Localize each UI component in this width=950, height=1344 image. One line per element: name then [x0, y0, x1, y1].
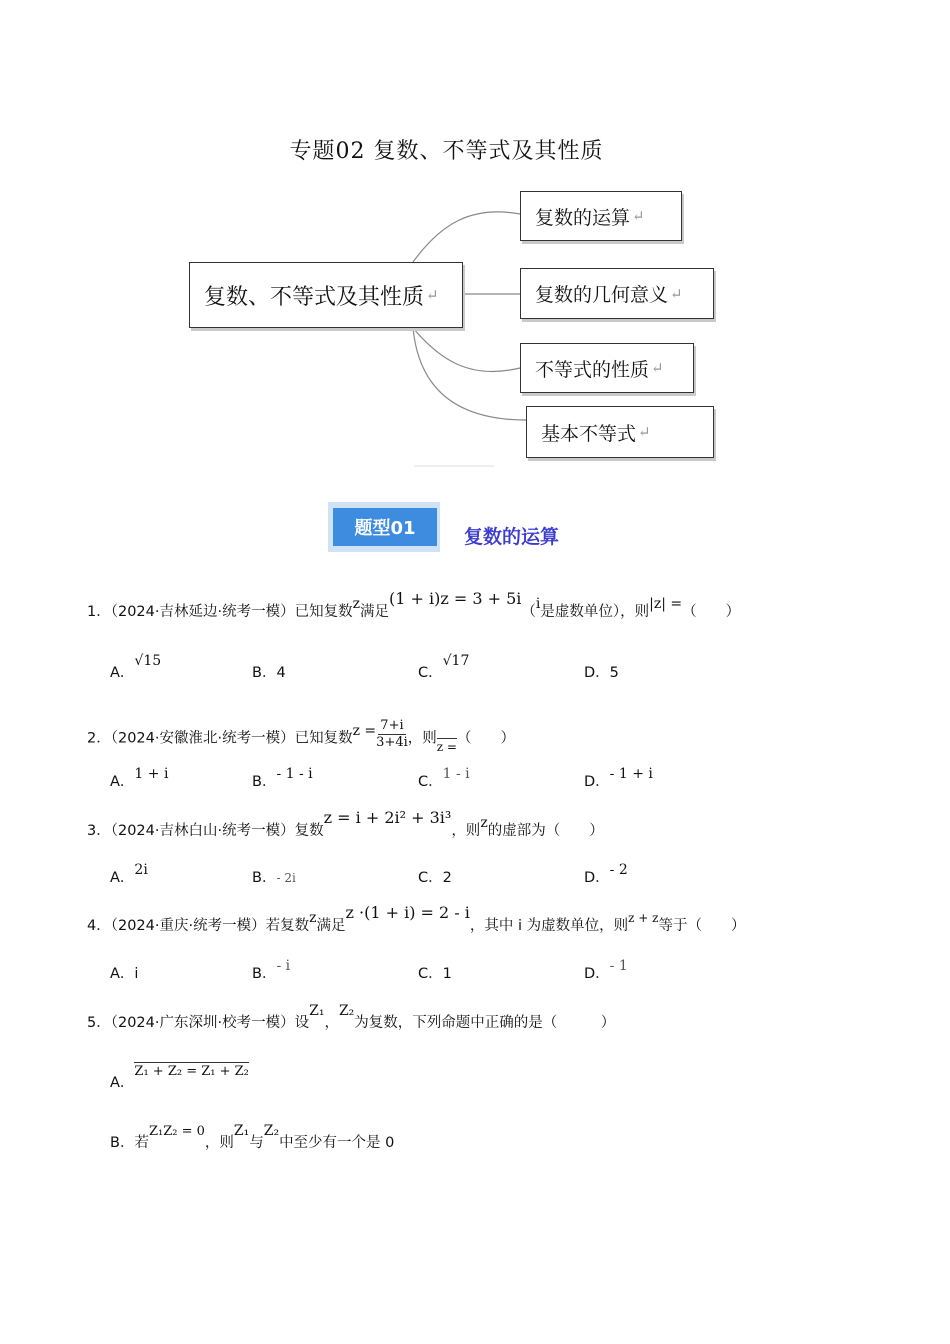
return-mark-icon: ↵ — [632, 207, 645, 225]
math-var: z — [352, 596, 360, 612]
question-number: 5． — [87, 1015, 111, 1031]
option-3a — [110, 862, 148, 887]
option-label: B． — [252, 665, 277, 681]
question-2 — [87, 718, 515, 755]
option-value: 1 — [442, 966, 452, 982]
math-formula: Z₁Z₂ = 0 — [148, 1124, 205, 1139]
question-4 — [87, 903, 746, 935]
math-var: i — [535, 596, 541, 612]
option-label: B． — [252, 966, 277, 982]
option-2d — [584, 766, 653, 791]
question-text: ，则 — [407, 730, 437, 747]
math-var: z = — [352, 722, 377, 739]
option-label: A． — [110, 665, 135, 681]
page-title: 专题02 复数、不等式及其性质 — [289, 139, 604, 164]
question-source: （2024·吉林延边·统考一模）已知复数 — [110, 604, 353, 620]
option-label: A． — [110, 870, 135, 886]
option-value: 4 — [276, 665, 286, 681]
question-text: ，其中 i 为虚数单位，则 — [469, 918, 629, 934]
question-source: （2024·广东深圳·校考一模）设 — [110, 1015, 310, 1031]
mindmap-node-inequality-properties — [520, 343, 694, 393]
option-value: √15 — [134, 653, 162, 669]
option-label: C． — [418, 665, 443, 681]
return-mark-icon: ↵ — [670, 284, 683, 303]
return-mark-icon: ↵ — [426, 286, 439, 304]
option-value: i — [134, 966, 139, 982]
option-label: D． — [584, 665, 610, 681]
question-number: 4． — [87, 918, 111, 934]
math-var: z — [480, 815, 488, 831]
option-label: C． — [418, 966, 443, 982]
math-conjugate: z = — [436, 739, 457, 754]
question-3 — [87, 808, 604, 840]
question-text: 中至少有一个是 0 — [279, 1135, 395, 1151]
math-var: z — [309, 910, 317, 926]
option-value: - 1 + i — [609, 766, 653, 782]
option-value: - 2i — [276, 871, 296, 885]
option-value: 5 — [609, 665, 619, 681]
mindmap-node-label: 复数的运算 — [535, 206, 631, 229]
option-2a — [110, 766, 169, 791]
question-source: （2024·重庆·统考一模）若复数 — [110, 918, 310, 934]
option-4d — [584, 958, 628, 983]
mindmap-connectors — [0, 0, 950, 480]
option-2b — [252, 766, 313, 791]
option-label: D． — [584, 870, 610, 886]
question-text: ， — [324, 1015, 339, 1031]
question-source: （2024·吉林白山·统考一模）复数 — [110, 823, 324, 839]
math-var: Z₁ — [309, 1003, 325, 1019]
question-text: ，则 — [204, 1135, 234, 1151]
option-1c — [418, 653, 470, 682]
mindmap-node-basic-inequality — [526, 406, 714, 458]
option-value: Z₁ + Z₂ = Z₁ + Z₂ — [134, 1064, 249, 1079]
option-label: C． — [418, 774, 443, 790]
math-formula: z ·(1 + i) = 2 - i — [345, 903, 470, 922]
question-5 — [87, 1003, 616, 1032]
question-number: 3． — [87, 823, 111, 839]
option-value: √17 — [442, 653, 470, 669]
question-source: （2024·安徽淮北·统考一模）已知复数 — [110, 730, 353, 747]
option-label: A． — [110, 966, 135, 982]
option-label: B．若 — [110, 1135, 149, 1151]
question-number: 1． — [87, 604, 111, 620]
question-number: 2． — [87, 730, 111, 747]
mindmap-root-label: 复数、不等式及其性质 — [204, 284, 425, 310]
return-mark-icon: ↵ — [651, 359, 664, 377]
math-var: Z₁ — [233, 1123, 250, 1139]
option-value: 1 + i — [134, 766, 169, 782]
section-title: 复数的运算 — [464, 526, 560, 548]
question-text: ，则 — [451, 823, 481, 839]
option-label: D． — [584, 966, 610, 982]
math-var: Z₂ — [263, 1123, 280, 1139]
option-label: A． — [110, 774, 135, 790]
option-5b — [110, 1123, 395, 1152]
option-4a — [110, 962, 138, 983]
math-abs: |z| = — [649, 596, 683, 612]
option-value: 2 — [442, 870, 452, 886]
question-text: 的虚部为（ ） — [487, 823, 604, 839]
connector-4 — [413, 328, 526, 420]
math-var: Z₂ — [338, 1003, 355, 1019]
option-4c — [418, 962, 452, 983]
mindmap-root — [189, 262, 463, 328]
option-value: - 1 — [609, 958, 628, 974]
question-1 — [87, 589, 741, 621]
question-text: 是虚数单位），则 — [540, 604, 650, 620]
option-5a — [110, 1064, 249, 1092]
option-1a — [110, 653, 162, 682]
question-text: 满足 — [360, 604, 389, 620]
option-4b — [252, 958, 291, 983]
option-value: 2i — [134, 862, 148, 878]
question-text: 为复数，下列命题中正确的是（ ） — [354, 1015, 616, 1031]
connector-1 — [413, 212, 520, 262]
question-text: 等于（ ） — [658, 918, 746, 934]
mindmap-node-geometric-meaning — [520, 268, 714, 319]
return-mark-icon: ↵ — [638, 423, 651, 441]
option-3d — [584, 862, 628, 887]
section-badge — [328, 502, 440, 552]
fraction-numerator: 7+i — [380, 718, 404, 733]
option-value: - 1 - i — [276, 766, 313, 782]
option-3b — [252, 866, 296, 887]
fraction-denominator: 3+4i — [376, 735, 408, 750]
question-text: 与 — [249, 1135, 264, 1151]
math-expr: z + z — [628, 911, 659, 925]
option-label: B． — [252, 870, 277, 886]
option-label: B． — [252, 774, 277, 790]
badge-label: 题型01 — [333, 508, 437, 546]
option-label: C． — [418, 870, 443, 886]
mindmap-node-label: 不等式的性质 — [535, 358, 650, 381]
math-fraction — [376, 718, 408, 751]
option-value: - i — [276, 958, 291, 974]
math-formula: z = i + 2i² + 3i³ — [323, 808, 452, 827]
mindmap-node-label: 基本不等式 — [541, 422, 637, 445]
option-label: D． — [584, 774, 610, 790]
mindmap-node-label: 复数的几何意义 — [535, 284, 669, 306]
connector-3 — [413, 328, 520, 372]
answer-paren: （ ） — [682, 604, 741, 620]
option-value: 1 - i — [442, 766, 470, 782]
answer-paren: （ ） — [456, 730, 515, 747]
question-text: 满足 — [316, 918, 346, 934]
option-value: - 2 — [609, 862, 628, 878]
option-1b — [252, 661, 286, 682]
option-label: A． — [110, 1075, 135, 1091]
math-formula: (1 + i)z = 3 + 5i — [389, 589, 522, 608]
option-3c — [418, 866, 452, 887]
question-text: （ — [521, 604, 536, 620]
option-2c — [418, 766, 470, 791]
mindmap-node-complex-operations — [520, 191, 682, 241]
option-1d — [584, 661, 619, 682]
